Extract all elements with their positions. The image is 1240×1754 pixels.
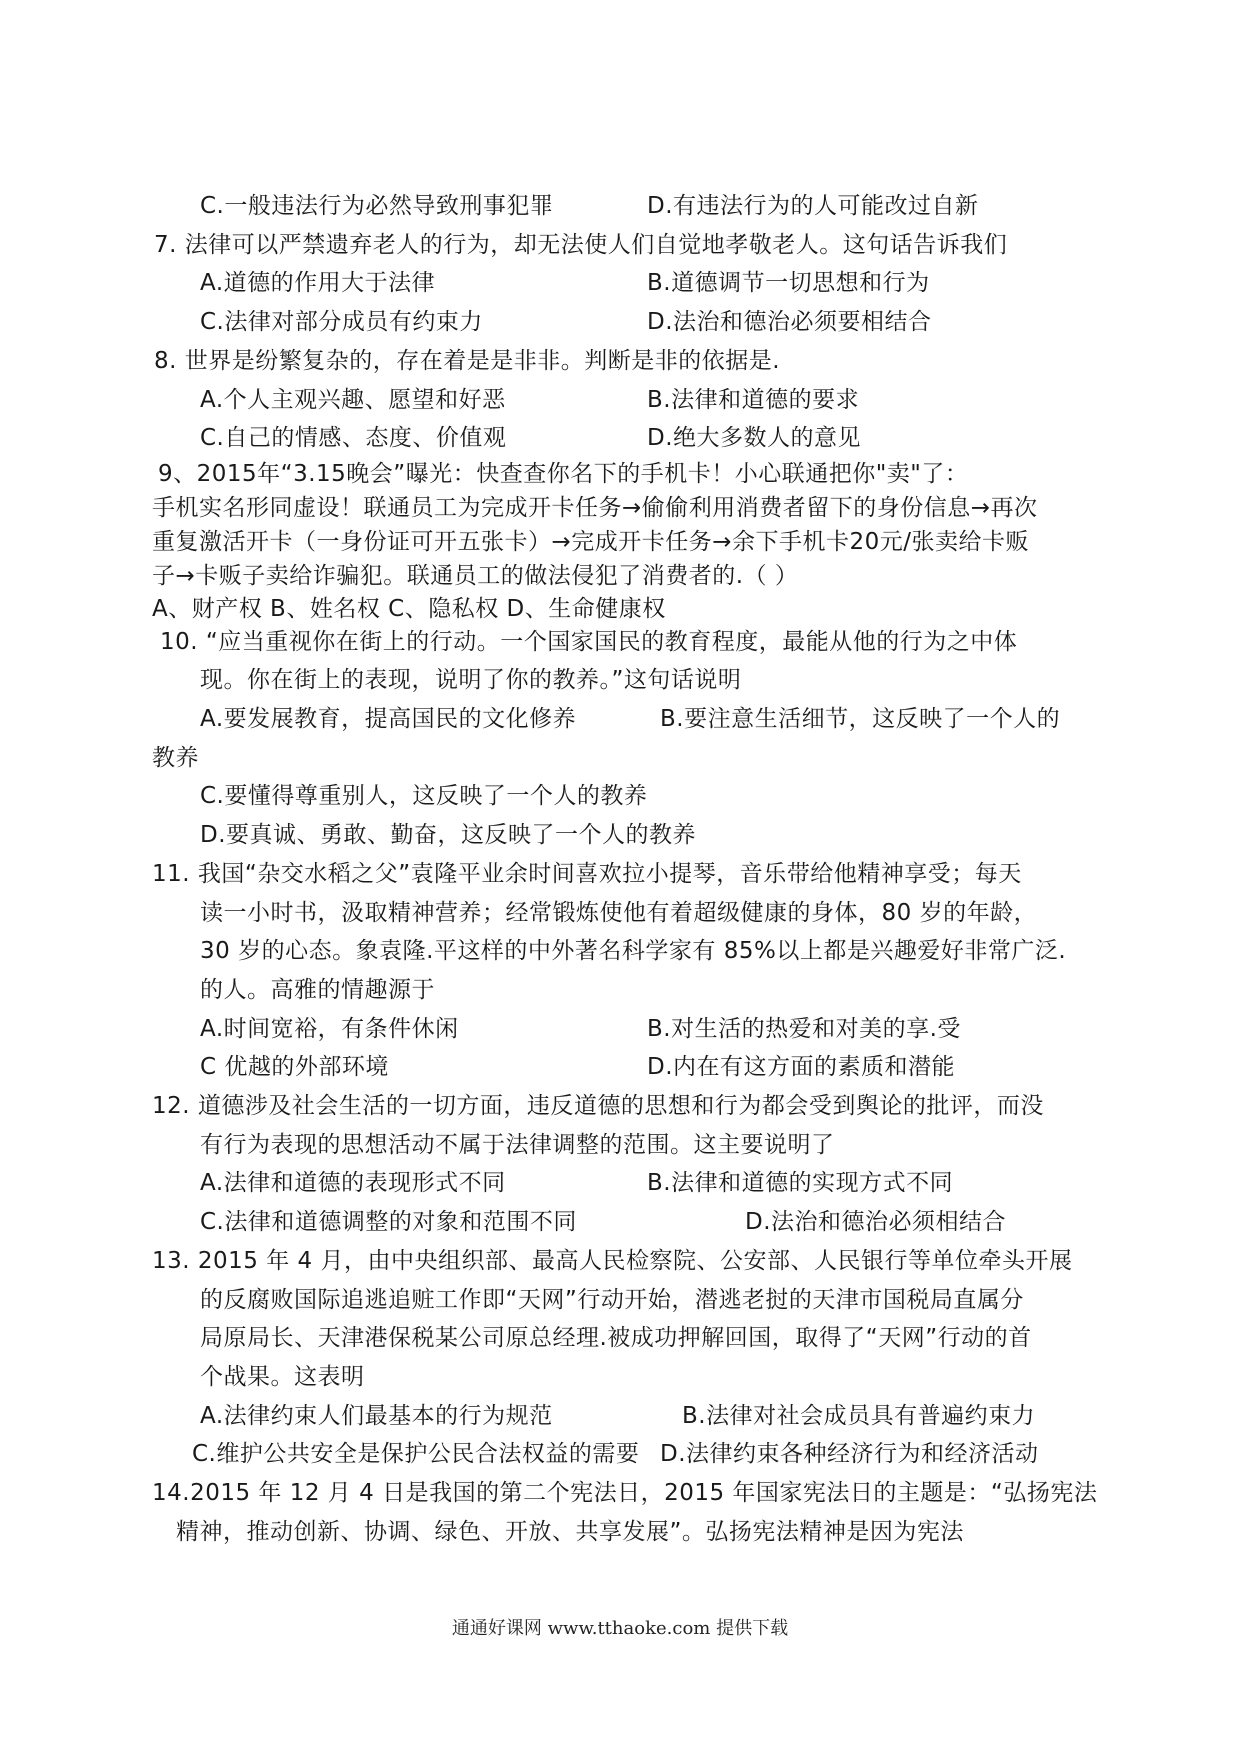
q9-stem-line-4: 子→卡贩子卖给诈骗犯。联通员工的做法侵犯了消费者的.（ ） <box>152 563 799 589</box>
q7-option-a: A.道德的作用大于法律 <box>200 270 436 296</box>
q11-option-b: B.对生活的热爱和对美的享.受 <box>647 1016 961 1042</box>
q7-option-d: D.法治和德治必须要相结合 <box>647 309 932 335</box>
q12-option-d: D.法治和德治必须相结合 <box>745 1209 1007 1235</box>
q12-option-b: B.法律和道德的实现方式不同 <box>647 1170 954 1196</box>
q8-option-c: C.自己的情感、态度、价值观 <box>200 425 507 451</box>
q11-option-a: A.时间宽裕，有条件休闲 <box>200 1016 459 1042</box>
q9-stem-line-1: 9、2015年“3.15晚会”曝光：快查查你名下的手机卡！小心联通把你"卖"了： <box>158 461 969 487</box>
q13-stem-line-2: 的反腐败国际追逃追赃工作即“天网”行动开始，潜逃老挝的天津市国税局直属分 <box>200 1287 1024 1313</box>
q10-option-b-wrap: 教养 <box>152 745 199 771</box>
q13-option-d: D.法律约束各种经济行为和经济活动 <box>660 1441 1039 1467</box>
q8-option-d: D.绝大多数人的意见 <box>647 425 862 451</box>
q13-option-a: A.法律约束人们最基本的行为规范 <box>200 1403 553 1429</box>
q10-stem-line-2: 现。你在街上的表现，说明了你的教养。”这句话说明 <box>200 667 742 693</box>
q10-option-c: C.要懂得尊重别人，这反映了一个人的教养 <box>200 783 648 809</box>
q8-stem: 8. 世界是纷繁复杂的，存在着是是非非。判断是非的依据是. <box>154 348 781 374</box>
q13-stem-line-3: 局原局长、天津港保税某公司原总经理.被成功押解回国，取得了“天网”行动的首 <box>200 1325 1032 1351</box>
q10-option-b: B.要注意生活细节，这反映了一个人的 <box>660 706 1061 732</box>
q14-stem-line-2: 精神，推动创新、协调、绿色、开放、共享发展”。弘扬宪法精神是因为宪法 <box>176 1519 964 1545</box>
q6-option-c: C.一般违法行为必然导致刑事犯罪 <box>200 193 554 219</box>
q12-stem-line-1: 12. 道德涉及社会生活的一切方面，违反道德的思想和行为都会受到舆论的批评，而没 <box>152 1093 1044 1119</box>
q11-stem-line-3: 30 岁的心态。象袁隆.平这样的中外著名科学家有 85%以上都是兴趣爱好非常广泛. <box>200 938 1067 964</box>
q11-stem-line-2: 读一小时书，汲取精神营养；经常锻炼使他有着超级健康的身体，80 岁的年龄， <box>200 900 1038 926</box>
q10-option-d: D.要真诚、勇敢、勤奋，这反映了一个人的教养 <box>200 822 697 848</box>
q14-stem-line-1: 14.2015 年 12 月 4 日是我国的第二个宪法日，2015 年国家宪法日的主题是：“弘扬宪法 <box>152 1480 1098 1506</box>
q11-option-d: D.内在有这方面的素质和潜能 <box>647 1054 956 1080</box>
q11-option-c: C 优越的外部环境 <box>200 1054 389 1080</box>
q9-stem-line-2: 手机实名形同虚设！联通员工为完成开卡任务→偷偷利用消费者留下的身份信息→再次 <box>152 495 1038 521</box>
page-footer: 通通好课网 www.tthaoke.com 提供下载 <box>451 1618 789 1639</box>
q9-options: A、财产权 B、姓名权 C、隐私权 D、生命健康权 <box>152 596 666 622</box>
q7-stem: 7. 法律可以严禁遗弃老人的行为，却无法使人们自觉地孝敬老人。这句话告诉我们 <box>154 232 1008 258</box>
q8-option-b: B.法律和道德的要求 <box>647 387 860 413</box>
q13-option-c: C.维护公共安全是保护公民合法权益的需要 <box>192 1441 640 1467</box>
q12-stem-line-2: 有行为表现的思想活动不属于法律调整的范围。这主要说明了 <box>200 1132 835 1158</box>
q6-option-d: D.有违法行为的人可能改过自新 <box>647 193 979 219</box>
q12-option-a: A.法律和道德的表现形式不同 <box>200 1170 506 1196</box>
q9-stem-line-3: 重复激活开卡（一身份证可开五张卡）→完成开卡任务→余下手机卡20元/张卖给卡贩 <box>152 529 1030 555</box>
q13-stem-line-1: 13. 2015 年 4 月，由中央组织部、最高人民检察院、公安部、人民银行等单位牵头开展 <box>152 1248 1073 1274</box>
q11-stem-line-4: 的人。高雅的情趣源于 <box>200 977 435 1003</box>
q8-option-a: A.个人主观兴趣、愿望和好恶 <box>200 387 506 413</box>
q11-stem-line-1: 11. 我国“杂交水稻之父”袁隆平业余时间喜欢拉小提琴，音乐带给他精神享受；每天 <box>152 861 1022 887</box>
q7-option-b: B.道德调节一切思想和行为 <box>647 270 930 296</box>
q13-stem-line-4: 个战果。这表明 <box>200 1364 365 1390</box>
q13-option-b: B.法律对社会成员具有普遍约束力 <box>682 1403 1036 1429</box>
q7-option-c: C.法律对部分成员有约束力 <box>200 309 483 335</box>
q10-option-a: A.要发展教育，提高国民的文化修养 <box>200 706 577 732</box>
q12-option-c: C.法律和道德调整的对象和范围不同 <box>200 1209 577 1235</box>
q10-stem-line-1: 10. “应当重视你在街上的行动。一个国家国民的教育程度，最能从他的行为之中体 <box>160 629 1018 655</box>
